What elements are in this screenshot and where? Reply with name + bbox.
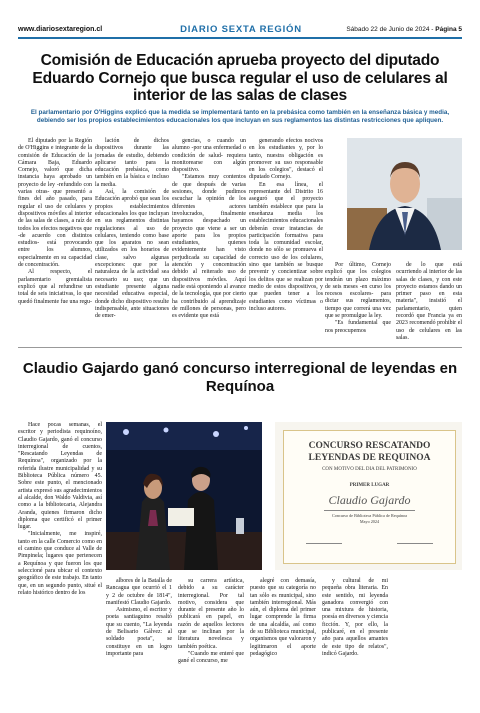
signature-line-2 <box>397 543 433 544</box>
diploma-text: Concurso de Biblioteca Pública de Requínoa <box>331 513 407 518</box>
diploma-subtitle: CON MOTIVO DEL DIA DEL PATRIMONIO <box>322 467 417 472</box>
article2-col5: y cultural de mi pequeña obra literaria. En este sentido, mi leyenda ganadora convergió con una mixtura de historia, poesía en diversos y ciencia ficción. Y, por ello, la publicaré, en el presente año para aquellos amantes de este tipo de relatos", indicó Gajardo. <box>322 578 388 657</box>
site-url[interactable]: www.diariosextaregion.cl <box>18 26 103 33</box>
article2-col2: albores de la Batalla de Rancagua que ocurrió el 1 y 2 de octubre de 1814", manifestó Claudio Gajardo. Asimismo, el escritor y poeta santiaguino resaltó que su cuento, "La leyenda de Belisario Gálvez: al soldado poeta", se constituye en un logro importante para <box>106 578 172 657</box>
diploma-line <box>324 510 415 511</box>
diploma-winner: Claudio Gajardo <box>328 493 411 507</box>
article2-col1: Hace pocas semanas, el escritor y periodista requinoíno, Claudio Gajardo, ganó el concurso interregional de cuentos, "Rescatando Leyendas de Requínoa", organizado por la referida ilustre municipalidad y su Biblioteca Pública número 45. Sobre este punto, el mencionado artista expresó sus agradecimientos al alcalde, don Waldo Valdivia, así como a la bibliotecaria, Alejandra Aranda, quienes firmaron dicho diploma que certificó el primer lugar. "Inicialmente, me inspiré, tanto en la calle Comercio como en el camino que conduce al Valle de Pimpinela; lugares que pertenecen a Requínoa y que fueron los que seleccioné para ubicar el contexto geográfico de este trabajo. En tanto que, en un segundo punto, situé el relato histórico dentro de los <box>18 422 102 596</box>
diploma-place: PRIMER LUGAR <box>349 483 390 488</box>
diploma-title2: LEYENDAS DE REQUINOA <box>308 453 431 463</box>
ceremony-photo <box>106 422 262 570</box>
article2-col3: su carrera artística, debido a su carácter interregional. Por tal motivo, considera que durante el presente año lo publicará en papel, en razón de aquellos lectores que se inclinan por la literatura novelesca y también poética. "Cuando me enteré que gané el concurso, me <box>178 578 244 665</box>
article1-col5: Por último, Cornejo explicó que los colegios tendrán un plazo máximo de seis meses -en curso los recesos escolares- para dictar sus reglamentos, tiempo que correrá una vez que se promulgue la ley. "Es fundamental que nos preocupemos <box>325 262 391 334</box>
article1-col1: El diputado por la Región de O'Higgins e integrante de la comisión de Educación de la Cámara Baja, Eduardo Cornejo, valoró que dicha instancia haya aprobado un proyecto de ley -refundido con varias otras- que presentó a fines del año pasado, para regular el uso de celulares y dispositivos móviles al interior de las salas de clases, a raíz de todos los efectos negativos que -de acuerdo con distintos estudios- está provocando entre los alumnos, especialmente en su capacidad de concentración. Al respecto, el parlamentario gremialista explicó que al refundirse un total de seis iniciativas, lo que quedó finalmente fue una regu- <box>18 138 92 305</box>
article1-col6: de lo que está ocurriendo al interior de las salas de clases, y con este proyecto estamos dando un primer paso en esta materia", insistió el parlamentario, quien recordó que Francia ya en 2023 recomendó prohibir el uso de celulares en las salas. <box>396 262 462 341</box>
portrait-illustration <box>347 138 462 250</box>
article1-col2: lación de dichos dispositivos durante las jornadas de estudio, debiendo aplicarse tanto para la educación prebásica, como también en la básica e incluso la media. Así, la comisión de Educación aprobó que sean los propios establecimientos educacionales los que incluyan en sus reglamentos distintas regulaciones al uso de celulares, teniendo como base que los aparatos no sean utilizados en los horarios de clase, salvo algunas excepciones: que por la naturaleza de la actividad sea necesario su uso; que un estudiante presente alguna necesidad educativa especial, donde dicho dispositivo resulte indispensable, ante situaciones de emer- <box>95 138 169 320</box>
header-rule <box>18 37 462 39</box>
article1-body <box>18 138 328 320</box>
diploma-title1: CONCURSO RESCATANDO <box>308 441 431 451</box>
issue-date: Sábado 22 de Junio de 2024 - Página 5 <box>346 26 462 33</box>
article1-subhead: El parlamentario por O'Higgins explicó que la medida se implementará tanto en la prebásica como también en la enseñanza básica y media, debiendo ser los propios establecimientos educacionales los que incluyan en sus reglamentos las distintas restricciones que apliquen. <box>30 109 450 124</box>
diploma-date: Mayo 2024 <box>359 519 380 524</box>
signature-line-1 <box>306 543 342 544</box>
article1-col3: gencias, o cuando un alumno -por una enfermedad o condición de salud- requiera monitorearse con algún dispositivo. "Estamos muy contentos de que después de varias sesiones, donde pudimos escuchar la opinión de los diferentes actores involucrados, finalmente hayamos despachado un proyecto que viene a ser un aporte para los propios estudiantes, quienes evidentemente han visto perjudicada su capacidad de atención y concentración debido al reiterado uso de dispositivos móviles. Aquí nadie está oponiendo al avance de la tecnología, que por cierto ha contribuido al aprendizaje de millones de personas, pero es evidente que está <box>172 138 246 320</box>
masthead: DIARIO SEXTA REGIÓN <box>180 24 302 35</box>
article2-col4: alegré con demasía, puesto que su categoría no tan sólo es municipal, sino también interregional. Más aún, el diploma del primer lugar comprende la firma de una alcaldía, así como de su Biblioteca municipal, organismos que valoraron y legitimaron el aporte pedagógico <box>250 578 316 657</box>
ceremony-illustration <box>106 422 262 570</box>
section-divider <box>18 347 462 348</box>
article2-headline: Claudio Gajardo ganó concurso interregional de leyendas en Requínoa <box>22 360 458 395</box>
article1-col4: generando efectos nocivos en los estudiantes y, por lo tanto, nuestra obligación es promover su uso responsable en los colegios", destacó el diputado Cornejo. En esa línea, el representante del Distrito 16 aseguró que el proyecto también establece que para la enseñanza media los establecimientos educacionales deberán crear instancias de participación formativa para toda la comunidad escolar, donde no sólo se promueva el correcto uso de los celulares, sino que también se busque prevenir y concientizar sobre los delitos que se realizan por medio de estos dispositivos, y que pueden tener a los estudiantes como víctimas o incluso autores. <box>249 138 323 312</box>
article1-headline: Comisión de Educación aprueba proyecto del diputado Eduardo Cornejo que busca regular el uso de celulares al interior de las salas de clases <box>32 52 448 104</box>
portrait-photo <box>347 138 462 250</box>
diploma-photo <box>275 422 462 570</box>
diploma-frame <box>283 430 456 564</box>
